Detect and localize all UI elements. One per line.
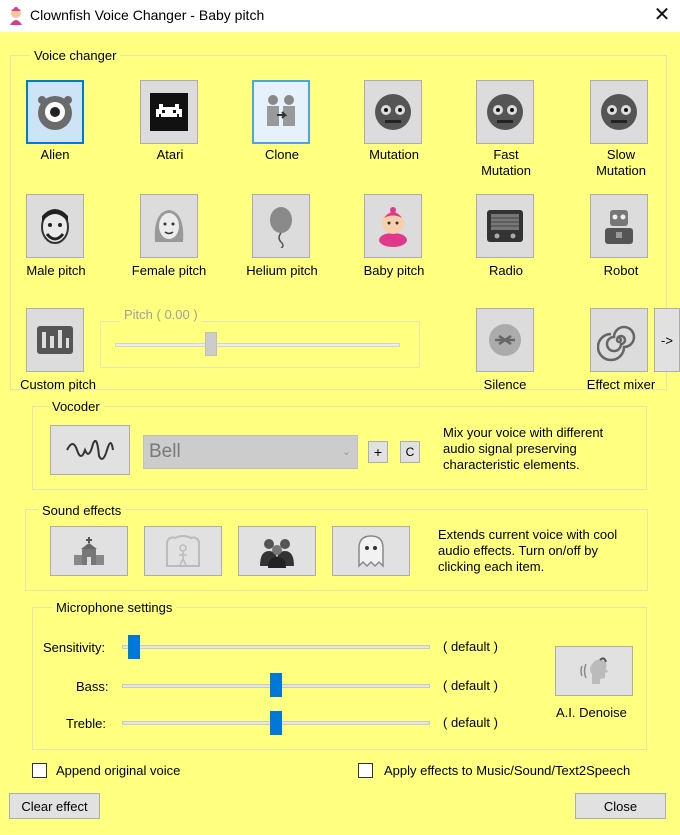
- atari-label: Atari: [156, 147, 184, 162]
- clone-icon: [259, 90, 303, 134]
- microphone-settings-label: Microphone settings: [52, 600, 176, 615]
- treble-value: ( default ): [443, 715, 498, 730]
- alien-icon: [33, 90, 77, 134]
- helium-pitch-label: Helium pitch: [246, 263, 318, 278]
- append-original-voice-checkbox[interactable]: [32, 763, 47, 778]
- helium-pitch-button[interactable]: [252, 194, 310, 258]
- female-pitch-label: Female pitch: [131, 263, 207, 278]
- close-button[interactable]: Close: [575, 793, 666, 819]
- female-face-icon: [147, 204, 191, 248]
- treble-label: Treble:: [66, 716, 106, 731]
- clownfish-app-icon: [8, 7, 24, 25]
- pitch-slider-thumb: [205, 332, 217, 356]
- silence-button[interactable]: [476, 308, 534, 372]
- sensitivity-slider-thumb[interactable]: [128, 635, 140, 659]
- crowd-effect-button[interactable]: [238, 526, 316, 576]
- pitch-slider-track: [115, 343, 400, 347]
- window-title: Clownfish Voice Changer - Baby pitch: [30, 7, 265, 23]
- effect-mixer-button[interactable]: [590, 308, 648, 372]
- sensitivity-value: ( default ): [443, 639, 498, 654]
- vocoder-add-button[interactable]: +: [368, 441, 388, 463]
- equalizer-icon: [33, 318, 77, 362]
- alien-label: Alien: [40, 147, 70, 162]
- pitch-label: Pitch ( 0.00 ): [120, 307, 202, 322]
- radio-label: Radio: [489, 263, 523, 278]
- bass-label: Bass:: [76, 679, 109, 694]
- baby-icon: [371, 204, 415, 248]
- balloon-icon: [259, 204, 303, 248]
- ai-denoise-button[interactable]: [555, 646, 633, 696]
- ghost-effect-button[interactable]: [332, 526, 410, 576]
- vocoder-c-button[interactable]: C: [400, 441, 420, 463]
- ai-denoise-label: A.I. Denoise: [556, 705, 627, 720]
- bass-slider-thumb[interactable]: [270, 673, 282, 697]
- silence-icon: [483, 318, 527, 362]
- baby-pitch-label: Baby pitch: [363, 263, 425, 278]
- more-effects-button[interactable]: ->: [654, 308, 680, 372]
- slow-mutation-icon: [597, 90, 641, 134]
- vocoder-description: Mix your voice with different audio signal preserving characteristic elements.: [443, 425, 604, 472]
- apply-effects-label: Apply effects to Music/Sound/Text2Speech: [384, 763, 631, 778]
- ghost-icon: [351, 534, 391, 568]
- treble-slider-thumb[interactable]: [270, 711, 282, 735]
- church-icon: [71, 535, 107, 567]
- effect-mixer-label: Effect mixer: [586, 377, 656, 392]
- sensitivity-label: Sensitivity:: [43, 640, 106, 655]
- vocoder-select-value: Bell: [149, 441, 181, 462]
- mutation-label: Mutation: [369, 147, 419, 162]
- mutation-icon: [371, 90, 415, 134]
- robot-button[interactable]: [590, 194, 648, 258]
- title-bar: [0, 0, 680, 32]
- sound-effects-label: Sound effects: [38, 503, 125, 518]
- vocoder-waveform-button[interactable]: [50, 425, 130, 475]
- cave-effect-button[interactable]: [144, 526, 222, 576]
- mutation-button[interactable]: [364, 80, 422, 144]
- bass-value: ( default ): [443, 678, 498, 693]
- custom-pitch-label: Custom pitch: [20, 377, 96, 392]
- female-pitch-button[interactable]: [140, 194, 198, 258]
- waveform-icon: [65, 436, 115, 464]
- main-panel: [0, 32, 680, 835]
- alien-button[interactable]: [26, 80, 84, 144]
- crowd-icon: [257, 534, 297, 568]
- custom-pitch-button[interactable]: [26, 308, 84, 372]
- robot-icon: [597, 204, 641, 248]
- spiral-icon: [597, 318, 641, 362]
- cave-icon: [163, 534, 203, 568]
- sound-effects-description: Extends current voice with cool audio effects. Turn on/off by clicking each item.: [438, 527, 618, 574]
- clear-effect-button[interactable]: Clear effect: [9, 793, 100, 819]
- apply-effects-checkbox[interactable]: [358, 763, 373, 778]
- slow-mutation-button[interactable]: [590, 80, 648, 144]
- radio-button[interactable]: [476, 194, 534, 258]
- silence-label: Silence: [483, 377, 527, 392]
- robot-label: Robot: [603, 263, 639, 278]
- church-effect-button[interactable]: [50, 526, 128, 576]
- clone-button[interactable]: [252, 80, 310, 144]
- fast-mutation-button[interactable]: [476, 80, 534, 144]
- window-close-button[interactable]: ✕: [653, 4, 671, 26]
- male-pitch-button[interactable]: [26, 194, 84, 258]
- atari-icon: [147, 90, 191, 134]
- male-face-icon: [33, 204, 77, 248]
- atari-button[interactable]: [140, 80, 198, 144]
- sensitivity-slider-track: [122, 645, 430, 649]
- chevron-down-icon: ⌄: [341, 446, 351, 458]
- clone-label: Clone: [265, 147, 299, 162]
- fast-mutation-label: Fast Mutation: [481, 147, 531, 178]
- denoise-head-icon: [574, 654, 614, 688]
- voice-changer-label: Voice changer: [30, 48, 120, 63]
- vocoder-label: Vocoder: [48, 399, 104, 414]
- baby-pitch-button[interactable]: [364, 194, 422, 258]
- radio-icon: [483, 204, 527, 248]
- append-original-voice-label: Append original voice: [56, 763, 181, 778]
- vocoder-select[interactable]: [143, 435, 358, 469]
- fast-mutation-icon: [483, 90, 527, 134]
- slow-mutation-label: Slow Mutation: [596, 147, 646, 178]
- male-pitch-label: Male pitch: [26, 263, 86, 278]
